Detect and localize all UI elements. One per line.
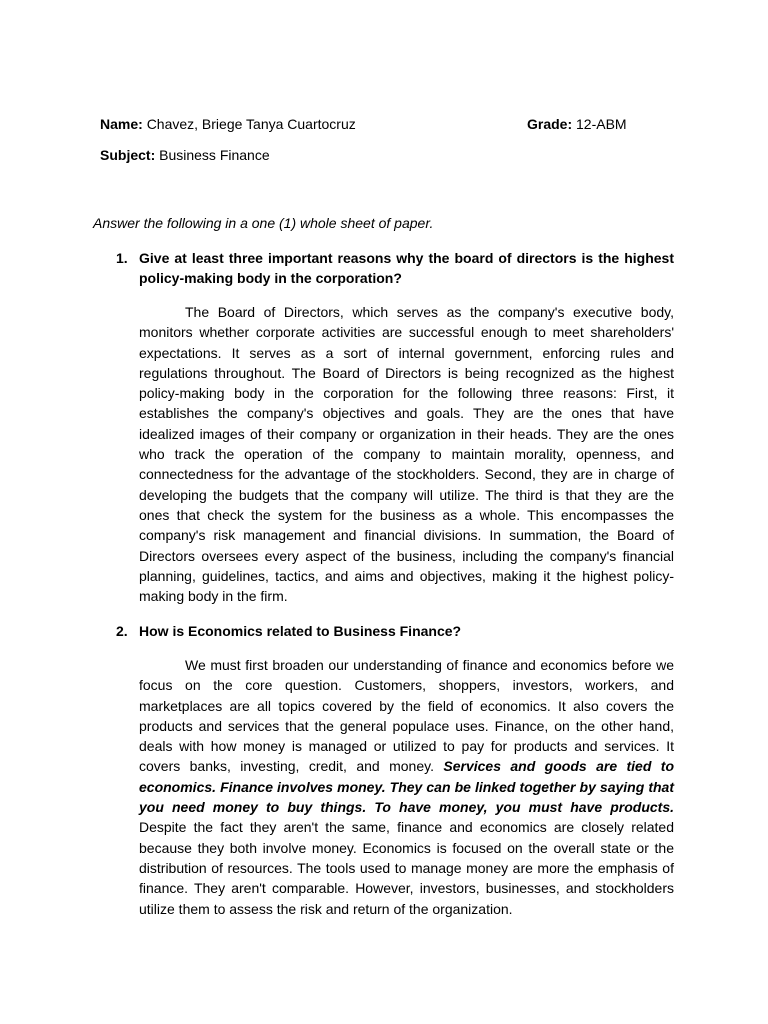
grade-label: Grade: xyxy=(527,116,573,132)
grade-field xyxy=(527,115,627,133)
name-field xyxy=(100,115,356,133)
question-2-text: How is Economics related to Business Finance? xyxy=(139,623,462,639)
question-1-text: Give at least three important reasons why the board of directors is the highest policy-making body in the corporation? xyxy=(139,250,674,286)
subject-field xyxy=(100,146,270,164)
name-label: Name: xyxy=(100,116,143,132)
answer-2-paragraph xyxy=(139,655,674,919)
subject-value: Business Finance xyxy=(159,147,270,163)
instruction-text: Answer the following in a one (1) whole sheet of paper. xyxy=(93,215,434,231)
answer-1-paragraph: The Board of Directors, which serves as the company's executive body, monitors whether corporate activities are successful enough to meet shareholders' expectations. It serves as a sort of internal government, enforcing rules and regulations throughout. The Board of Directors is being recognized as the highest policy-making body in the corporation for the following three reasons: First, it establishes the company's objectives and goals. They are the ones that have idealized images of their company or organization in their heads. They are the ones who track the operation of the company to maintain morality, openness, and connectedness for the advantage of the stockholders. Second, they are in charge of developing the budgets that the company will utilize. The third is that they are the ones that check the system for the business as a whole. This encompasses the company's risk management and financial divisions. In summation, the Board of Directors oversees every aspect of the business, including the company's financial planning, guidelines, tactics, and aims and objectives, making it the highest policy-making body in the firm. xyxy=(139,304,674,605)
name-value: Chavez, Briege Tanya Cuartocruz xyxy=(146,116,356,132)
answer-2-part2: Despite the fact they aren't the same, finance and economics are closely related because they both involve money. Economics is focused on the overall state or the distribution of resources. The tools used to manage money are more the emphasis of finance. They aren't comparable. However, investors, businesses, and stockholders utilize them to assess the risk and return of the organization. xyxy=(139,819,674,917)
grade-value: 12-ABM xyxy=(576,116,627,132)
question-1-number: 1. xyxy=(116,250,128,266)
question-2-number: 2. xyxy=(116,623,128,639)
answer-2-emphasis: Services and goods are tied to economics. Finance involves money. They can be linked together by saying that you need money to buy things. To have money, you must have products. xyxy=(139,758,675,816)
subject-label: Subject: xyxy=(100,147,156,163)
answer-2-part1: We must first broaden our understanding of finance and economics before we focus on the core question. Customers, shoppers, investors, workers, and marketplaces are all topics covered by the field of economics. It also covers the products and services that the general populace uses. Finance, on the other hand, deals with how money is managed or utilized to pay for products and services. It covers banks, investing, credit, and money. xyxy=(139,657,674,775)
